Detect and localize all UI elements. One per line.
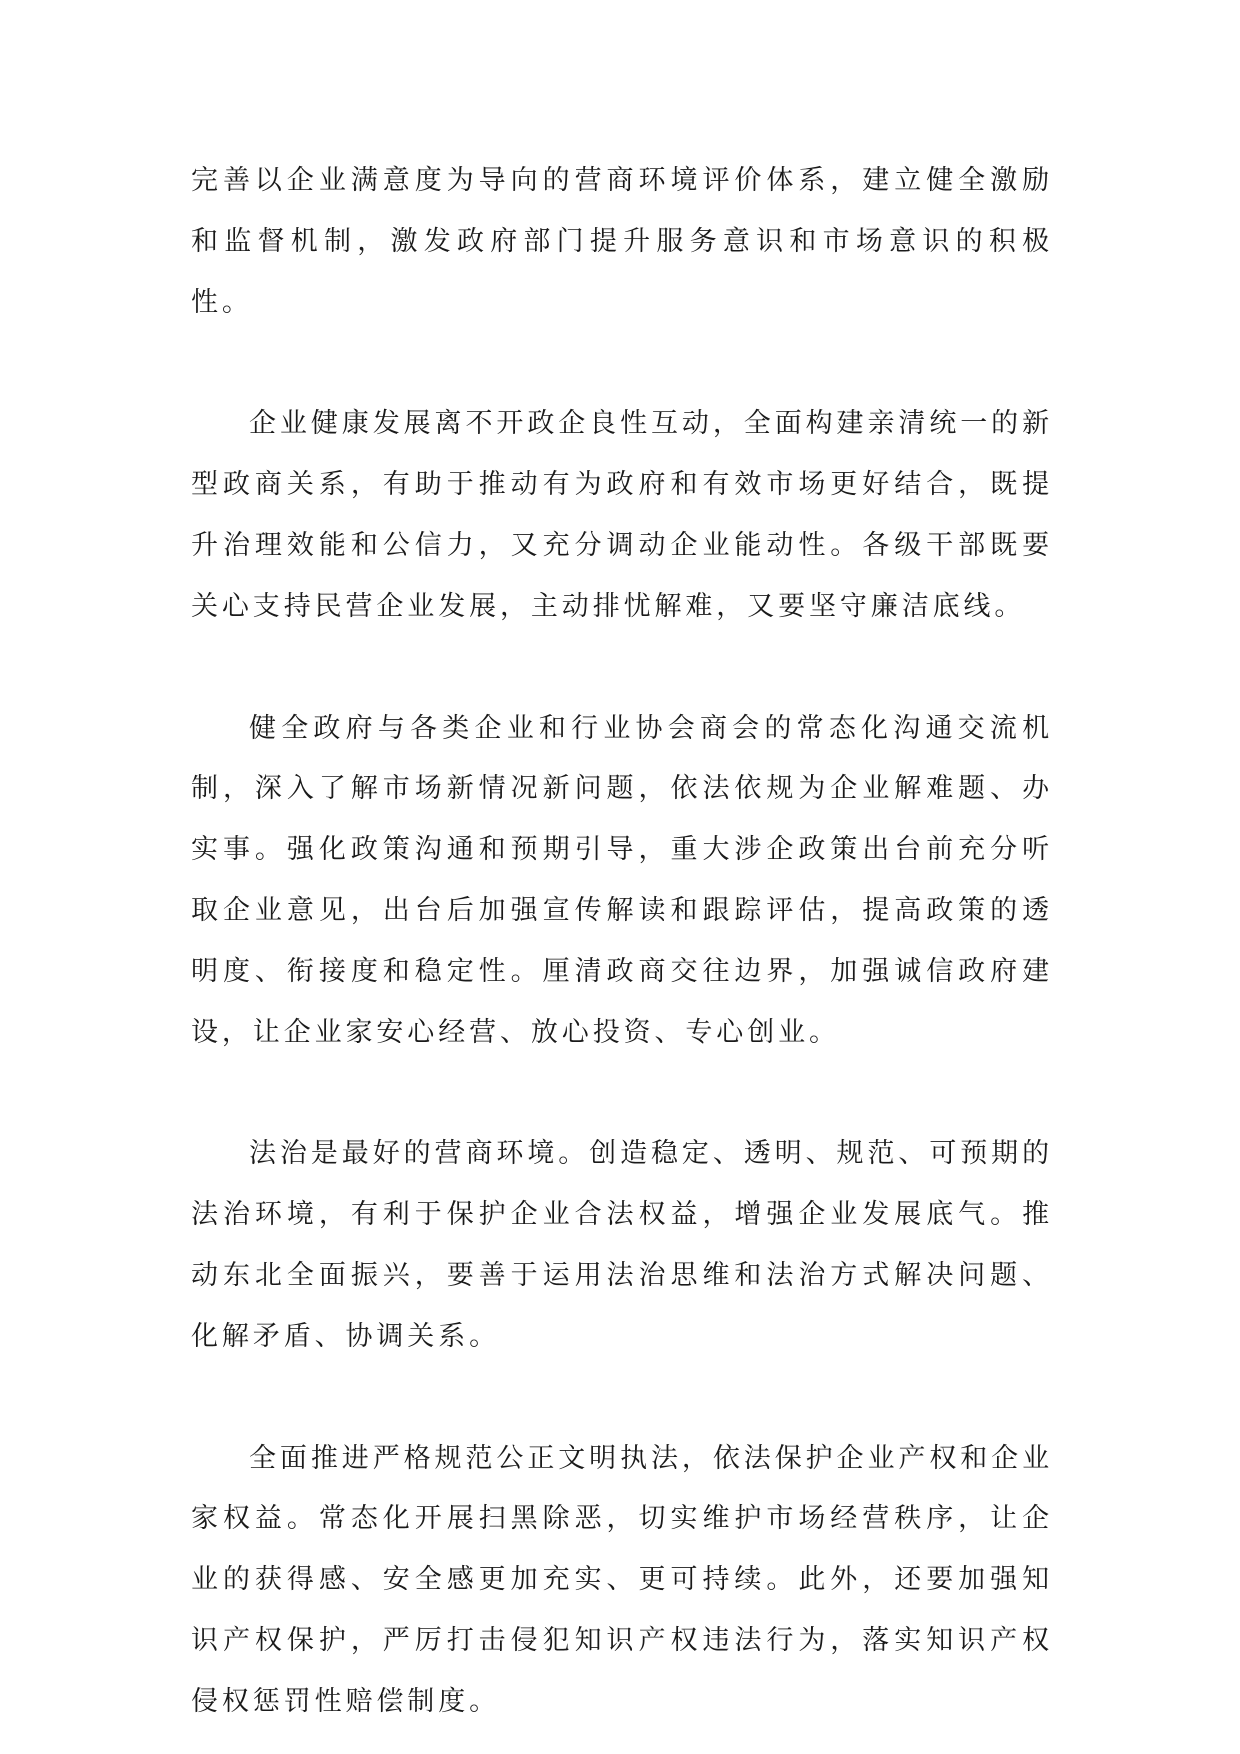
paragraph-2: 企业健康发展离不开政企良性互动，全面构建亲清统一的新型政商关系，有助于推动有为政府和有效市场更好结合，既提升治理效能和公信力，又充分调动企业能动性。各级干部既要关心支持民营企业发展，主动排忧解难，又要坚守廉洁底线。 <box>191 408 1053 622</box>
paragraph-5: 全面推进严格规范公正文明执法，依法保护企业产权和企业家权益。常态化开展扫黑除恶，切实维护市场经营秩序，让企业的获得感、安全感更加充实、更可持续。此外，还要加强知识产权保护，严厉打击侵犯知识产权违法行为，落实知识产权侵权惩罚性赔偿制度。 <box>191 1442 1053 1717</box>
document-body <box>191 151 1053 1733</box>
paragraph-3: 健全政府与各类企业和行业协会商会的常态化沟通交流机制，深入了解市场新情况新问题，依法依规为企业解难题、办实事。强化政策沟通和预期引导，重大涉企政策出台前充分听取企业意见，出台后加强宣传解读和跟踪评估，提高政策的透明度、衔接度和稳定性。厘清政商交往边界，加强诚信政府建设，让企业家安心经营、放心投资、专心创业。 <box>191 712 1053 1048</box>
paragraph-4: 法治是最好的营商环境。创造稳定、透明、规范、可预期的法治环境，有利于保护企业合法权益，增强企业发展底气。推动东北全面振兴，要善于运用法治思维和法治方式解决问题、化解矛盾、协调关系。 <box>191 1138 1053 1352</box>
paragraph-1: 完善以企业满意度为导向的营商环境评价体系，建立健全激励和监督机制，激发政府部门提升服务意识和市场意识的积极性。 <box>191 165 1053 318</box>
